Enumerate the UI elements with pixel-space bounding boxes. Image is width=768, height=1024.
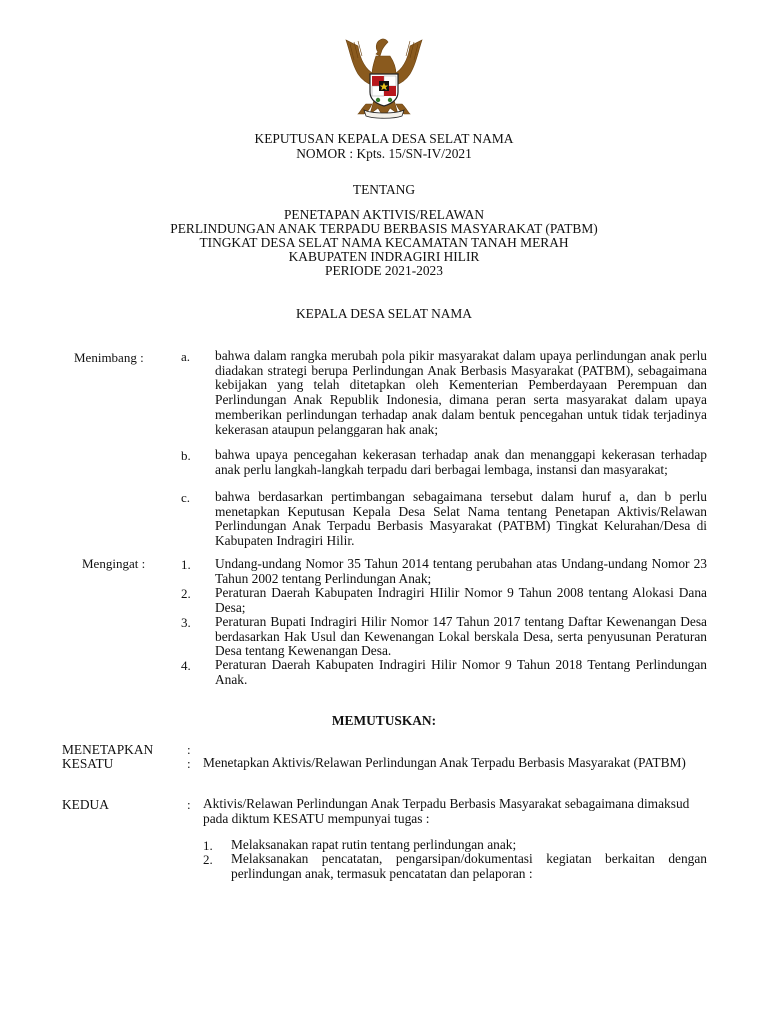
decree-title: KEPUTUSAN KEPALA DESA SELAT NAMA xyxy=(254,131,514,146)
kesatu-text: Menetapkan Aktivis/Relawan Perlindungan Anak Terpadu Berbasis Masyarakat (PATBM) xyxy=(203,755,686,770)
mengingat-marker: 2. xyxy=(181,586,191,601)
menimbang-label: Menimbang : xyxy=(74,350,144,365)
mengingat-item: Peraturan Daerah Kabupaten Indragiri HIilir Nomor 9 Tahun 2008 tentang Alokasi Dana Desa; xyxy=(215,585,707,615)
task-item: Melaksanakan pencatatan, pengarsipan/dokumentasi kegiatan berkaitan dengan perlindungan anak, termasuk pencatatan dan pelaporan : xyxy=(231,851,707,881)
menetapkan-label: MENETAPKAN xyxy=(62,742,154,757)
menimbang-item: bahwa berdasarkan pertimbangan sebagaimana tersebut dalam huruf a, dan b perlu menetapkan Keputusan Kepala Desa Selat Nama tentang Penetapan Aktivis/Relawan Perlindungan Anak Terpadu Berbasis Masyarakat (PATBM) Tingkat Kelurahan/Desa di Kabupaten Indragiri Hilir. xyxy=(215,489,707,549)
kesatu-label: KESATU xyxy=(62,756,114,771)
mengingat-marker: 4. xyxy=(181,658,191,673)
task-marker: 1. xyxy=(203,838,213,853)
menetapkan-colon: : xyxy=(187,742,191,757)
menimbang-item: bahwa upaya pencegahan kekerasan terhadap anak dan menanggapi kekerasan terhadap anak perlu langkah-langkah terpadu dari berbagai lembaga, instansi dan masyarakat; xyxy=(215,447,707,477)
kedua-text: Aktivis/Relawan Perlindungan Anak Terpadu Berbasis Masyarakat sebagaimana dimaksud pada diktum KESATU mempunyai tugas : xyxy=(203,796,690,826)
subject-line-1: PENETAPAN AKTIVIS/RELAWAN xyxy=(283,207,485,222)
task-item: Melaksanakan rapat rutin tentang perlindungan anak; xyxy=(231,837,517,852)
decree-number: NOMOR : Kpts. 15/SN-IV/2021 xyxy=(296,146,472,161)
tentang-heading: TENTANG xyxy=(352,182,416,197)
kesatu-colon: : xyxy=(187,756,191,771)
mengingat-label: Mengingat : xyxy=(82,556,146,571)
subject-line-3: TINGKAT DESA SELAT NAMA KECAMATAN TANAH MERAH xyxy=(199,235,569,250)
kedua-colon: : xyxy=(187,797,191,812)
authority-heading: KEPALA DESA SELAT NAMA xyxy=(296,306,472,321)
mengingat-marker: 1. xyxy=(181,557,191,572)
menimbang-marker: b. xyxy=(181,448,191,463)
menimbang-marker: a. xyxy=(181,349,191,364)
mengingat-item: Undang-undang Nomor 35 Tahun 2014 tentang perubahan atas Undang-undang Nomor 23 Tahun 2002 tentang Perlindungan Anak; xyxy=(215,556,707,586)
memutuskan-heading: MEMUTUSKAN: xyxy=(331,713,437,728)
mengingat-item: Peraturan Daerah Kabupaten Indragiri Hilir Nomor 9 Tahun 2018 Tentang Perlindungan Anak. xyxy=(215,657,707,687)
menimbang-item: bahwa dalam rangka merubah pola pikir masyarakat dalam upaya perlindungan anak perlu diadakan strategi berupa Perlindungan Anak Berbasis Masyarakat (PATBM), sebagaimana kebijakan yang telah ditetapkan oleh Kementerian Pemberdayaan Perempuan dan Perlindungan Anak Republik Indonesia, dimana peran serta masyarakat dalam upaya memberikan perlindungan terhadap anak dalam bentuk pencegahan untuk tidak terjadinya kekerasan ataupun pelanggaran hak anak; xyxy=(215,348,707,437)
menimbang-marker: c. xyxy=(181,490,191,505)
mengingat-marker: 3. xyxy=(181,615,191,630)
subject-line-5: PERIODE 2021-2023 xyxy=(325,263,443,278)
subject-line-2: PERLINDUNGAN ANAK TERPADU BERBASIS MASYARAKAT (PATBM) xyxy=(170,221,598,236)
garuda-emblem-icon xyxy=(336,34,432,126)
mengingat-item: Peraturan Bupati Indragiri Hilir Nomor 147 Tahun 2017 tentang Daftar Kewenangan Desa berdasarkan Hak Usul dan Kewenangan Lokal berskala Desa, serta penyusunan Peraturan Desa tentang Kewenangan Desa. xyxy=(215,614,707,659)
kedua-label: KEDUA xyxy=(62,797,109,812)
subject-line-4: KABUPATEN INDRAGIRI HILIR xyxy=(288,249,480,264)
task-marker: 2. xyxy=(203,852,213,867)
